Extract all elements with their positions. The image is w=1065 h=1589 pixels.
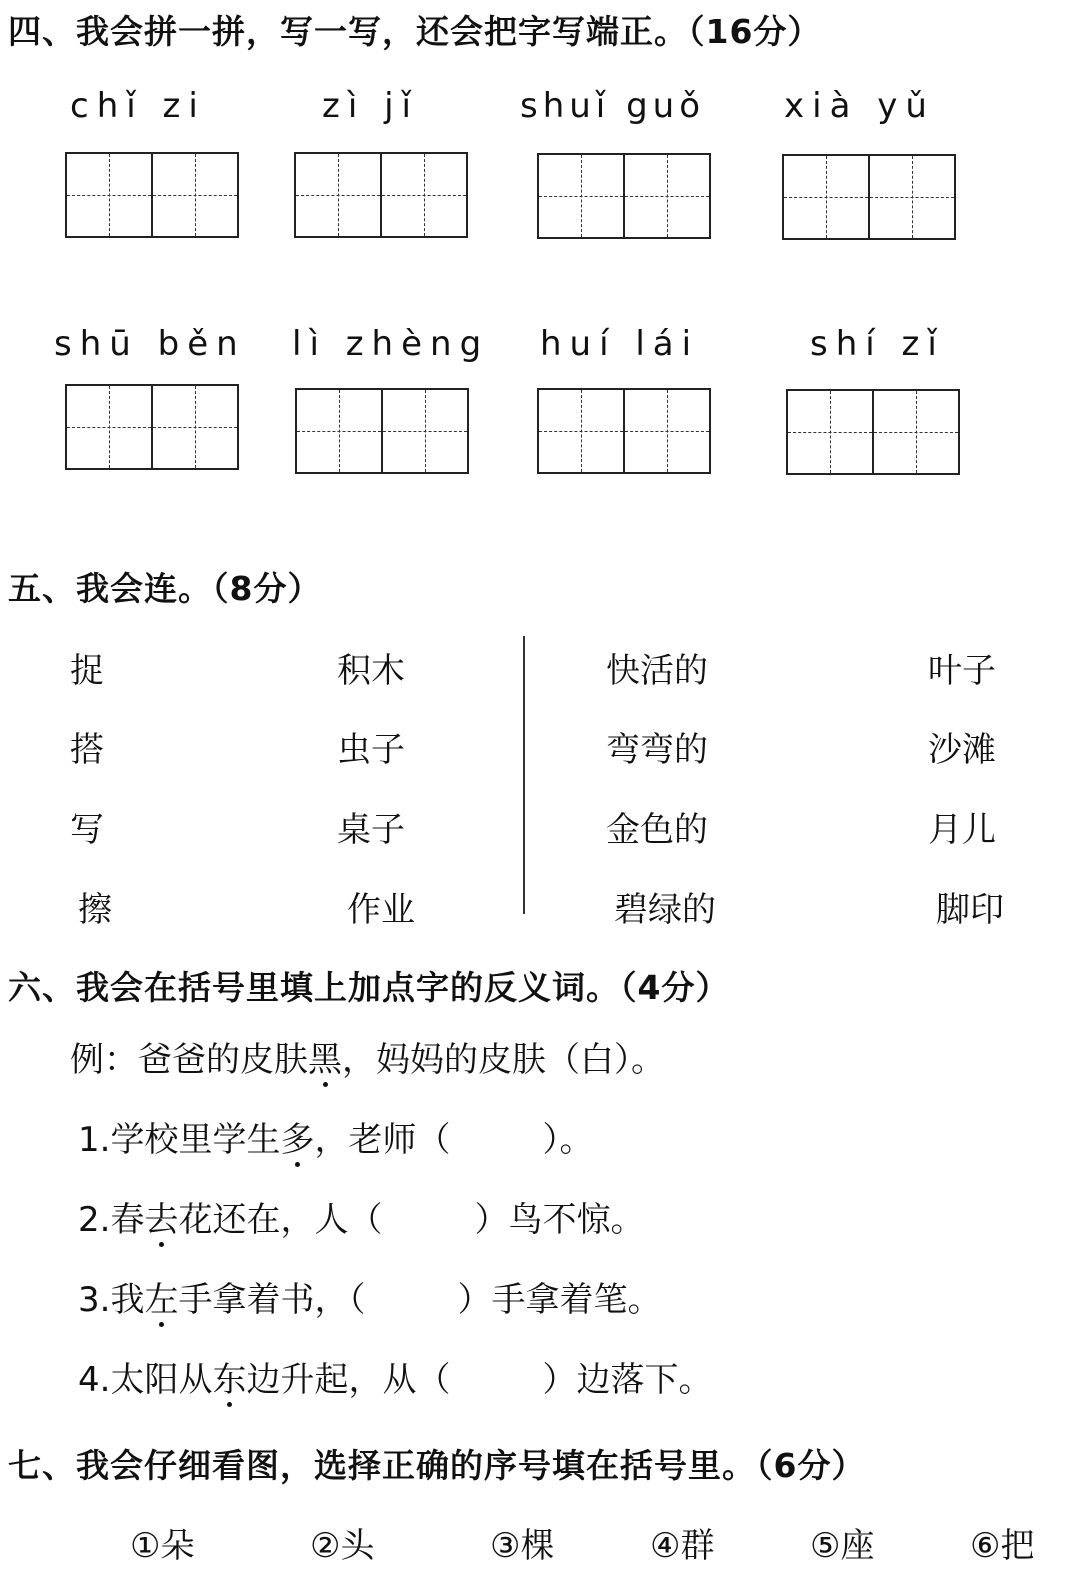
section-4-title: 四、我会拼一拼，写一写，还会把字写端正。（16分）: [8, 12, 822, 51]
writing-grid-5[interactable]: [65, 384, 239, 470]
section-7-title: 七、我会仔细看图，选择正确的序号填在括号里。（6分）: [8, 1446, 866, 1485]
pinyin-4: xià yǔ: [784, 86, 935, 126]
option-6: ⑥把: [970, 1526, 1035, 1566]
writing-grid-4[interactable]: [782, 154, 956, 240]
dotted-char: 黑: [308, 1032, 342, 1081]
adjective-3: 金色的: [606, 810, 708, 850]
noun-3: 月儿: [928, 810, 996, 850]
adjective-1: 快活的: [606, 651, 708, 691]
question-1: 1.学校里学生多，老师（ ）。: [78, 1112, 593, 1161]
noun-4: 脚印: [936, 890, 1004, 930]
section-5-title: 五、我会连。（8分）: [8, 569, 322, 608]
noun-1: 叶子: [928, 651, 996, 691]
pinyin-2: zì jǐ: [322, 86, 419, 126]
verb-3: 写: [70, 810, 104, 850]
verb-2: 搭: [70, 730, 104, 770]
option-5: ⑤座: [810, 1526, 875, 1566]
verb-1: 捉: [70, 651, 104, 691]
section-6-title: 六、我会在括号里填上加点字的反义词。（4分）: [8, 968, 730, 1007]
object-4: 作业: [347, 890, 415, 930]
dotted-char: 去: [144, 1192, 178, 1241]
writing-grid-8[interactable]: [786, 389, 960, 475]
object-3: 桌子: [337, 810, 405, 850]
column-divider: [523, 636, 525, 914]
option-3: ③棵: [490, 1526, 555, 1566]
writing-grid-3[interactable]: [537, 153, 711, 239]
example-sentence: 例：爸爸的皮肤黑，妈妈的皮肤（白）。: [70, 1032, 665, 1081]
writing-grid-2[interactable]: [294, 152, 468, 238]
dotted-char: 东: [212, 1352, 246, 1401]
pinyin-5: shū běn: [54, 324, 246, 364]
writing-grid-7[interactable]: [537, 388, 711, 474]
noun-2: 沙滩: [928, 730, 996, 770]
adjective-2: 弯弯的: [606, 730, 708, 770]
object-1: 积木: [337, 651, 405, 691]
dotted-char: 左: [144, 1272, 178, 1321]
pinyin-8: shí zǐ: [810, 324, 945, 364]
pinyin-7: huí lái: [540, 324, 700, 364]
pinyin-6: lì zhèng: [292, 324, 490, 364]
option-4: ④群: [650, 1526, 715, 1566]
pinyin-1: chǐ zi: [70, 86, 206, 126]
option-1: ①朵: [130, 1526, 195, 1566]
pinyin-3: shuǐ guǒ: [520, 86, 705, 126]
object-2: 虫子: [337, 730, 405, 770]
option-2: ②头: [310, 1526, 375, 1566]
question-3: 3.我左手拿着书，（ ）手拿着笔。: [78, 1272, 661, 1321]
writing-grid-1[interactable]: [65, 152, 239, 238]
verb-4: 擦: [78, 890, 112, 930]
adjective-4: 碧绿的: [614, 890, 716, 930]
dotted-char: 多: [280, 1112, 314, 1161]
question-2: 2.春去花还在，人（ ）鸟不惊。: [78, 1192, 644, 1241]
writing-grid-6[interactable]: [295, 388, 469, 474]
question-4: 4.太阳从东边升起，从（ ）边落下。: [78, 1352, 712, 1401]
